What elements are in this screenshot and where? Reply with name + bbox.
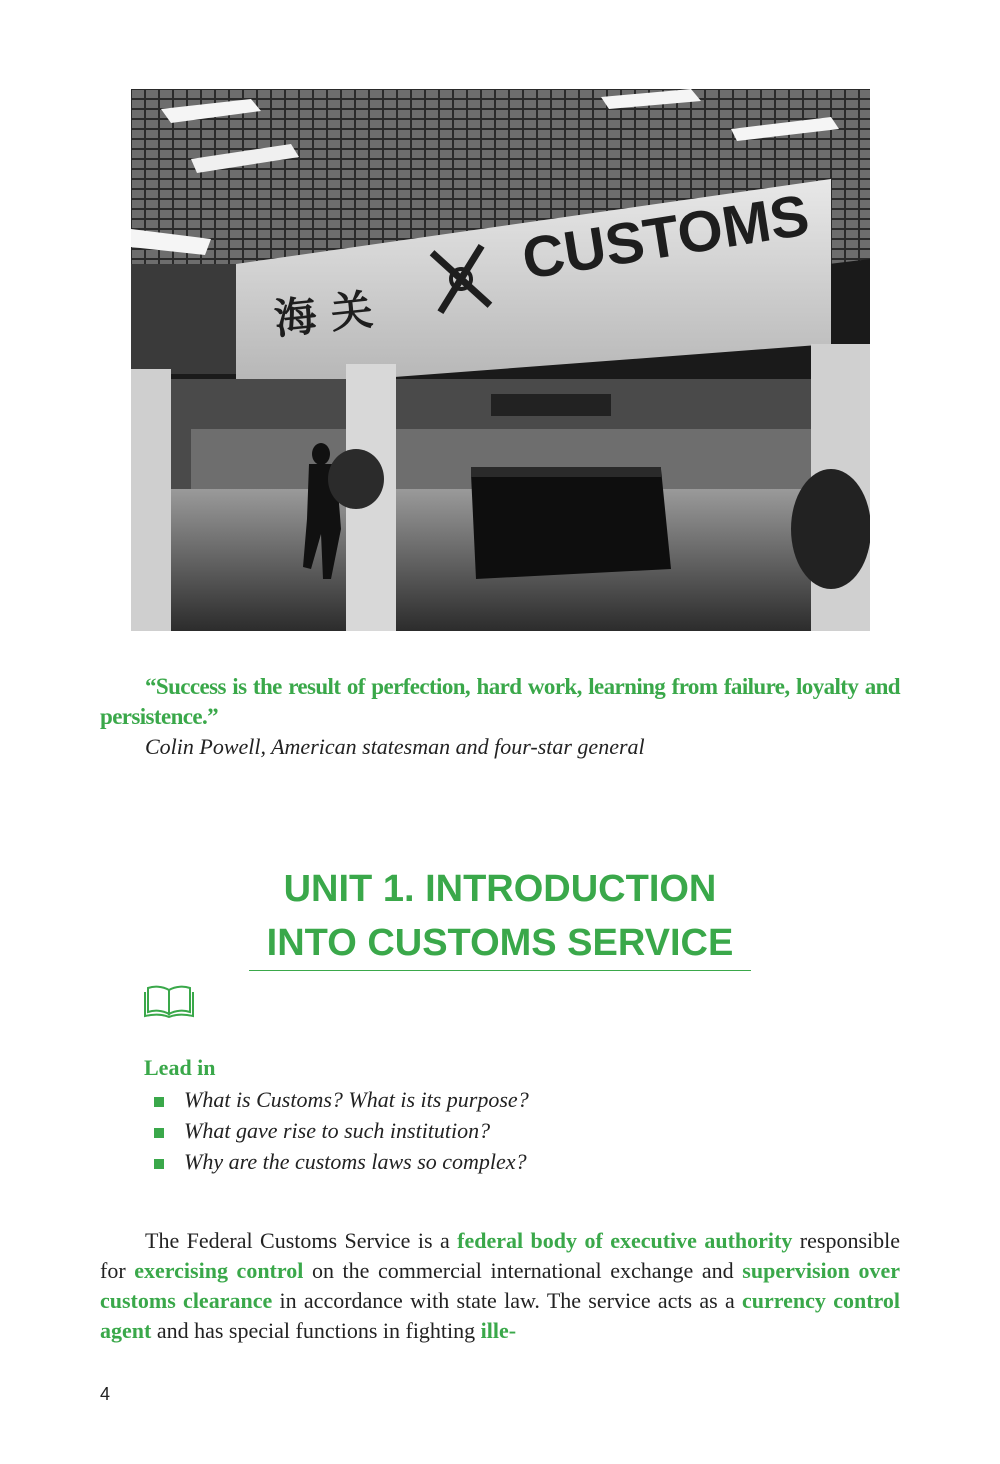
question-text: Why are the customs laws so complex? bbox=[184, 1149, 527, 1174]
lead-in-section bbox=[144, 1054, 900, 1177]
title-divider bbox=[249, 970, 751, 971]
page-number: 4 bbox=[100, 1384, 111, 1404]
highlight-term: supervision over customs clearance bbox=[100, 1258, 900, 1313]
bullet-square-icon bbox=[154, 1159, 164, 1169]
bullet-square-icon bbox=[154, 1097, 164, 1107]
sign-chinese-text: 海 关 bbox=[271, 284, 376, 344]
highlight-term: federal body of executive authority bbox=[457, 1228, 793, 1253]
question-text: What gave rise to such institution? bbox=[184, 1118, 491, 1143]
body-paragraph bbox=[100, 1226, 900, 1346]
list-item bbox=[144, 1146, 900, 1177]
highlight-term: ille- bbox=[480, 1318, 517, 1343]
epigraph bbox=[100, 672, 900, 762]
sign-customs-text: CUSTOMS bbox=[517, 182, 814, 292]
question-text: What is Customs? What is its purpose? bbox=[184, 1087, 529, 1112]
lead-in-questions bbox=[144, 1084, 900, 1177]
customs-hall-photo bbox=[131, 89, 870, 631]
unit-title-line1: UNIT 1. INTRODUCTION bbox=[283, 868, 717, 910]
body-text: in accordance with state law. The service acts as a bbox=[272, 1288, 743, 1313]
bullet-square-icon bbox=[154, 1128, 164, 1138]
list-item bbox=[144, 1115, 900, 1146]
unit-title-line2: INTO CUSTOMS SERVICE bbox=[266, 922, 734, 964]
body-text: on the commercial international exchange and bbox=[303, 1258, 743, 1283]
body-text: and has special functions in fighting bbox=[151, 1318, 481, 1343]
body-text: responsible for bbox=[100, 1228, 900, 1283]
book-icon bbox=[144, 984, 194, 1018]
unit-title bbox=[100, 862, 900, 970]
list-item bbox=[144, 1084, 900, 1115]
body-text: The Federal Customs Service is a bbox=[145, 1228, 458, 1253]
customs-hall-illustration bbox=[131, 89, 870, 631]
quote-author: Colin Powell, American statesman and four-star general bbox=[145, 734, 645, 759]
quote-text: “Success is the result of perfection, hard work, learning from failure, loyalty and persistence.” bbox=[100, 674, 900, 729]
highlight-term: exercising control bbox=[134, 1258, 304, 1283]
lead-in-heading: Lead in bbox=[144, 1055, 216, 1080]
highlight-term: currency control agent bbox=[100, 1288, 900, 1343]
